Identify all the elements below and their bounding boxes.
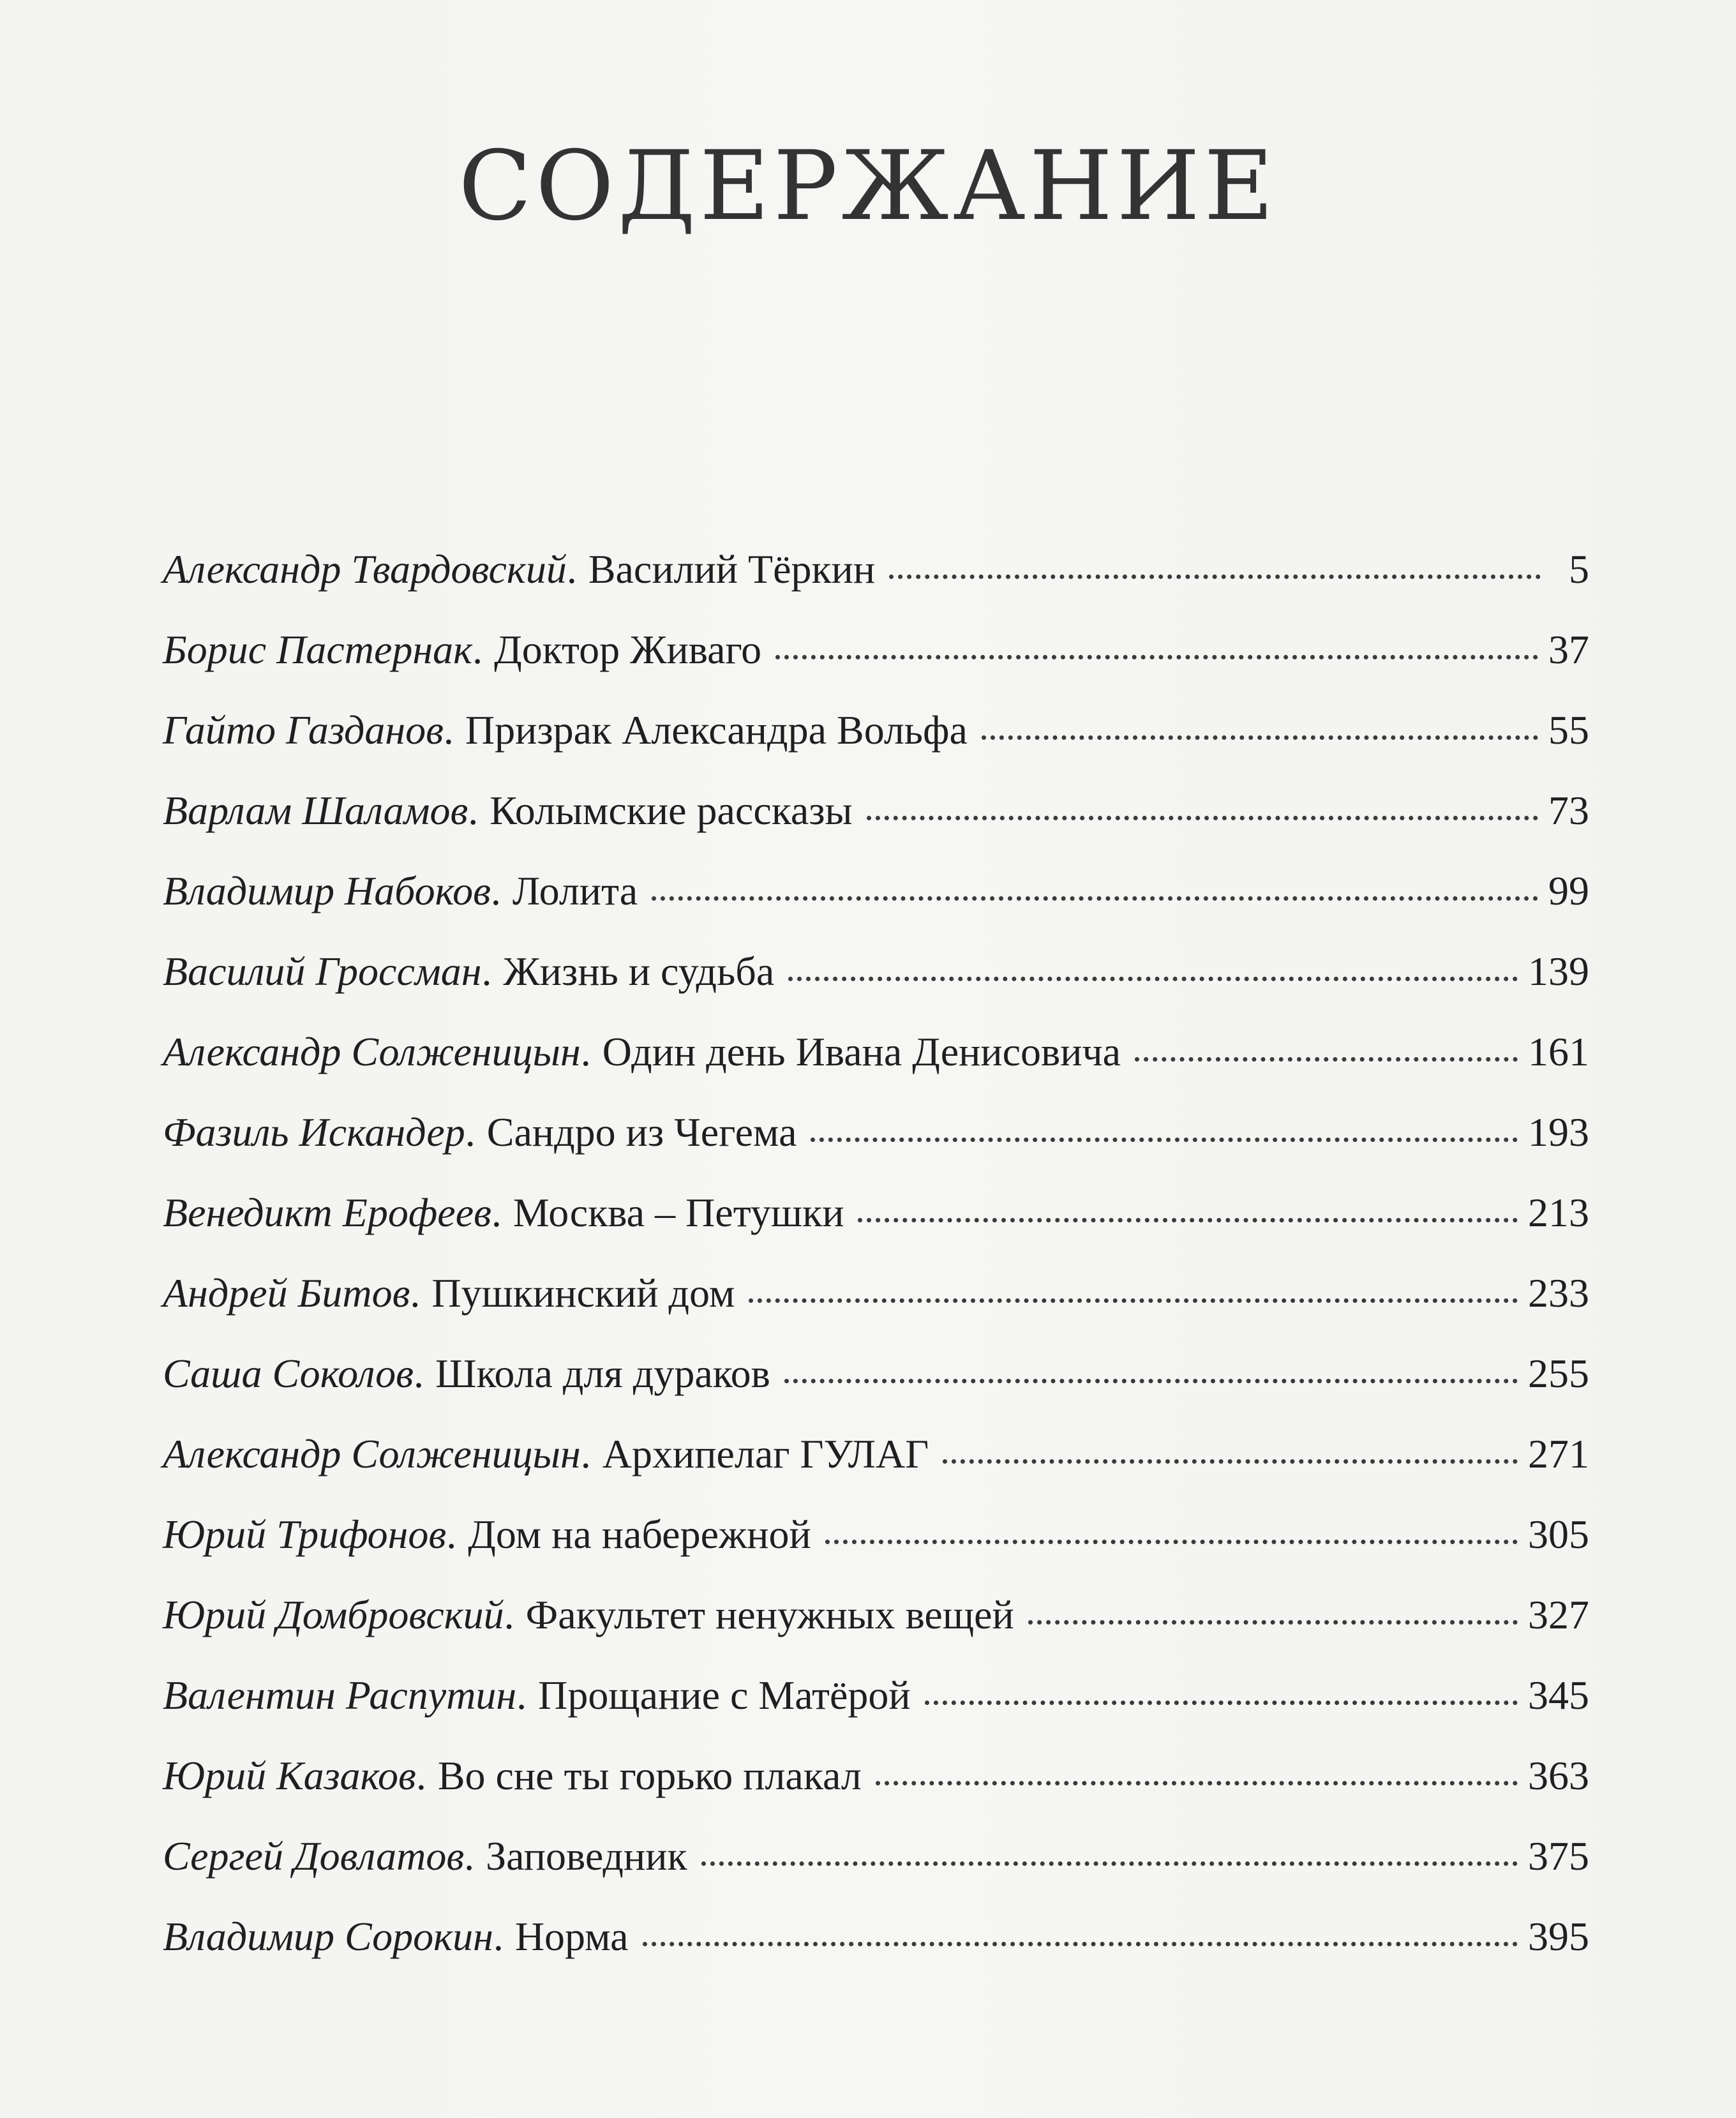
toc-page-number: 327 <box>1528 1592 1589 1637</box>
dot-leader <box>811 1138 1518 1142</box>
dot-leader <box>876 1781 1518 1785</box>
toc-page-number: 255 <box>1528 1351 1589 1396</box>
toc-author: Венедикт Ерофеев <box>163 1190 491 1235</box>
toc-title: Школа для дураков <box>435 1351 770 1396</box>
toc-title: Факультет ненужных вещей <box>525 1592 1014 1637</box>
dot-leader <box>701 1861 1518 1866</box>
toc-entry: Фазиль Искандер . Сандро из Чегема 193 <box>163 1109 1589 1155</box>
toc-entry: Гайто Газданов . Призрак Александра Вольфа 55 <box>163 707 1589 753</box>
toc-page-number: 345 <box>1528 1672 1589 1718</box>
toc-author: Владимир Набоков <box>163 868 491 913</box>
toc-page-number: 99 <box>1548 868 1589 913</box>
toc-author: Юрий Трифонов <box>163 1512 447 1557</box>
toc-author: Фазиль Искандер <box>163 1109 465 1155</box>
toc-title: Прощание с Матёрой <box>538 1672 911 1718</box>
toc-entry: Александр Солженицын . Один день Ивана Денисовича 161 <box>163 1029 1589 1074</box>
dot-leader <box>925 1701 1518 1705</box>
toc-author: Варлам Шаламов <box>163 788 468 833</box>
toc-page-number: 5 <box>1569 546 1589 592</box>
toc-page-number: 271 <box>1528 1431 1589 1476</box>
toc-author: Александр Твардовский <box>163 546 567 592</box>
toc-page-number: 213 <box>1528 1190 1589 1235</box>
toc-title: Сандро из Чегема <box>486 1109 797 1155</box>
toc-page-number: 37 <box>1548 627 1589 672</box>
toc-title: Колымские рассказы <box>490 788 853 833</box>
toc-author: Юрий Казаков <box>163 1753 416 1798</box>
dot-leader <box>867 816 1538 820</box>
toc-title: Жизнь и судьба <box>503 949 775 994</box>
toc-author: Валентин Распутин <box>163 1672 517 1718</box>
toc-entry: Борис Пастернак . Доктор Живаго 37 <box>163 627 1589 672</box>
toc-page-number: 363 <box>1528 1753 1589 1798</box>
toc-entry: Сергей Довлатов . Заповедник 375 <box>163 1833 1589 1879</box>
toc-title: Доктор Живаго <box>494 627 762 672</box>
toc-title: Заповедник <box>486 1833 687 1879</box>
dot-leader <box>889 575 1541 579</box>
toc-title: Лолита <box>512 868 638 913</box>
toc-author: Владимир Сорокин <box>163 1914 493 1959</box>
toc-page-number: 233 <box>1528 1270 1589 1316</box>
page-title: СОДЕРЖАНИЕ <box>458 131 1278 242</box>
toc-page-number: 375 <box>1528 1833 1589 1879</box>
toc-entry: Валентин Распутин . Прощание с Матёрой 345 <box>163 1672 1589 1718</box>
toc-title: Москва – Петушки <box>513 1190 844 1235</box>
dot-leader <box>1135 1057 1518 1062</box>
toc-entry: Юрий Казаков . Во сне ты горько плакал 363 <box>163 1753 1589 1798</box>
toc-title: Норма <box>514 1914 629 1959</box>
toc-title: Архипелаг ГУЛАГ <box>602 1431 929 1476</box>
toc-author: Андрей Битов <box>163 1270 410 1316</box>
toc-entry: Венедикт Ерофеев . Москва – Петушки 213 <box>163 1190 1589 1235</box>
toc-title: Василий Тёркин <box>588 546 876 592</box>
dot-leader <box>982 735 1538 740</box>
toc-page-number: 193 <box>1528 1109 1589 1155</box>
toc-title: Дом на набережной <box>468 1512 811 1557</box>
table-of-contents <box>163 546 1589 1994</box>
toc-author: Саша Соколов <box>163 1351 414 1396</box>
toc-entry: Александр Солженицын . Архипелаг ГУЛАГ 271 <box>163 1431 1589 1476</box>
toc-title: Призрак Александра Вольфа <box>465 707 968 753</box>
dot-leader <box>825 1540 1518 1544</box>
toc-title: Один день Ивана Денисовича <box>602 1029 1121 1074</box>
toc-page-number: 73 <box>1548 788 1589 833</box>
toc-entry: Владимир Сорокин . Норма 395 <box>163 1914 1589 1959</box>
toc-entry: Василий Гроссман . Жизнь и судьба 139 <box>163 949 1589 994</box>
toc-author: Василий Гроссман <box>163 949 482 994</box>
toc-author: Гайто Газданов <box>163 707 444 753</box>
toc-entry: Юрий Трифонов . Дом на набережной 305 <box>163 1512 1589 1557</box>
toc-entry: Владимир Набоков . Лолита 99 <box>163 868 1589 913</box>
toc-author: Александр Солженицын <box>163 1431 581 1476</box>
toc-page-number: 395 <box>1528 1914 1589 1959</box>
toc-entry: Александр Твардовский . Василий Тёркин 5 <box>163 546 1589 592</box>
toc-page-number: 139 <box>1528 949 1589 994</box>
toc-author: Александр Солженицын <box>163 1029 581 1074</box>
toc-entry: Варлам Шаламов . Колымские рассказы 73 <box>163 788 1589 833</box>
toc-page-number: 55 <box>1548 707 1589 753</box>
toc-author: Сергей Довлатов <box>163 1833 465 1879</box>
toc-entry: Саша Соколов . Школа для дураков 255 <box>163 1351 1589 1396</box>
dot-leader <box>775 655 1538 659</box>
toc-author: Юрий Домбровский <box>163 1592 504 1637</box>
dot-leader <box>643 1942 1518 1946</box>
dot-leader <box>943 1459 1518 1464</box>
toc-page-number: 305 <box>1528 1512 1589 1557</box>
dot-leader <box>652 896 1538 901</box>
toc-title: Во сне ты горько плакал <box>437 1753 862 1798</box>
toc-entry: Андрей Битов . Пушкинский дом 233 <box>163 1270 1589 1316</box>
dot-leader <box>788 977 1518 981</box>
toc-author: Борис Пастернак <box>163 627 473 672</box>
dot-leader <box>749 1298 1518 1303</box>
toc-page-number: 161 <box>1528 1029 1589 1074</box>
toc-title: Пушкинский дом <box>431 1270 735 1316</box>
toc-entry: Юрий Домбровский . Факультет ненужных вещей 327 <box>163 1592 1589 1637</box>
dot-leader <box>784 1379 1518 1383</box>
dot-leader <box>858 1218 1518 1222</box>
dot-leader <box>1028 1620 1518 1625</box>
